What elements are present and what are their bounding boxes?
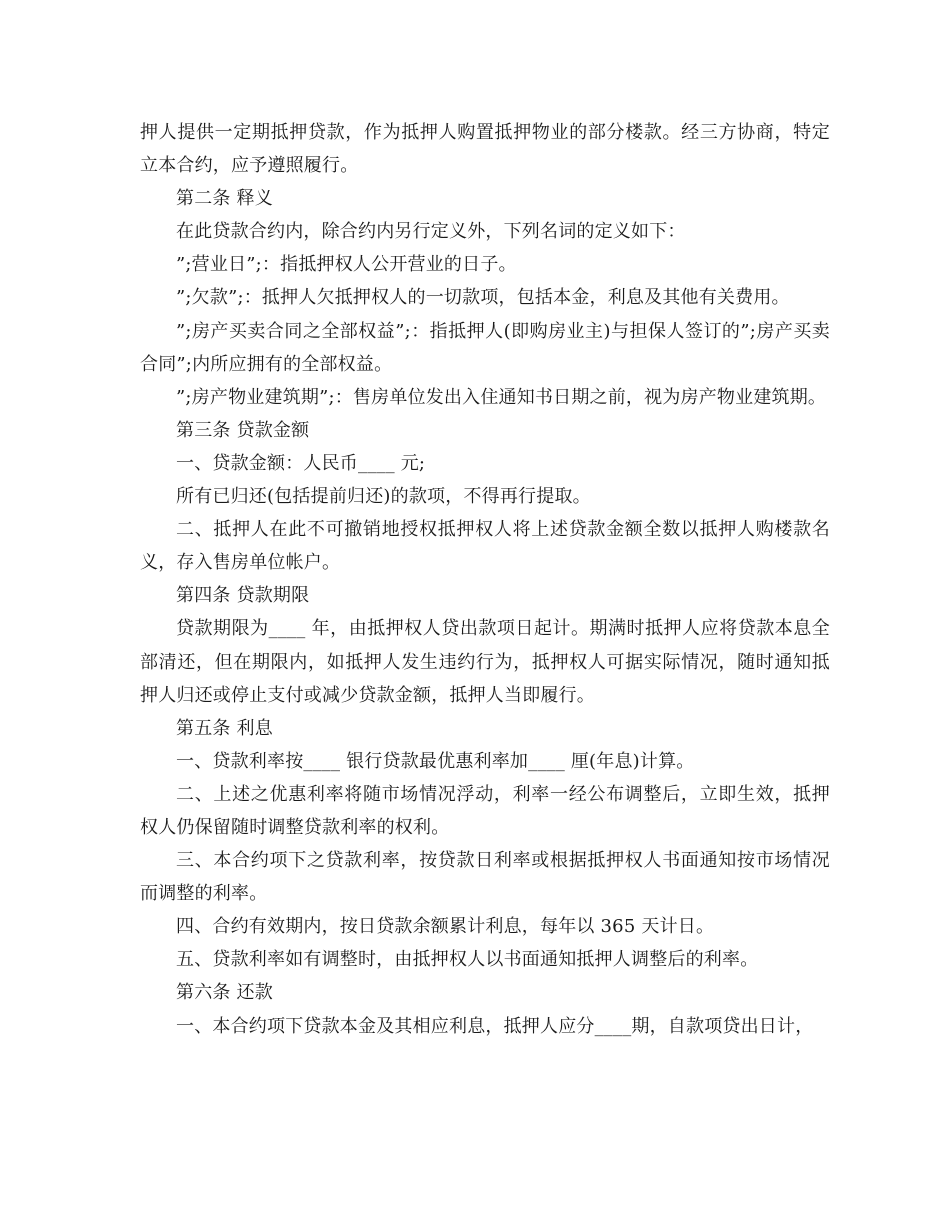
paragraph: 所有已归还(包括提前归还)的款项，不得再行提取。 bbox=[176, 486, 591, 508]
paragraph: 一、贷款金额：人民币____ 元; bbox=[176, 452, 426, 474]
paragraph: 二、上述之优惠利率将随市场情况浮动，利率一经公布调整后，立即生效，抵押权人仍保留随时调整贷款利率的权利。 bbox=[140, 783, 830, 838]
paragraph: 贷款期限为____ 年，由抵押权人贷出款项日起计。期满时抵押人应将贷款本息全部清还，但在期限内，如抵押人发生违约行为，抵押权人可据实际情况，随时通知抵押人归还或停止支付或减少贷款金额，抵押人当即履行。 bbox=[140, 618, 830, 706]
paragraph: 五、贷款利率如有调整时，由抵押权人以书面通知抵押人调整后的利率。 bbox=[176, 949, 759, 971]
article-4-heading: 第四条 贷款期限 bbox=[176, 585, 310, 607]
paragraph: 三、本合约项下之贷款利率，按贷款日利率或根据抵押权人书面通知按市场情况而调整的利率。 bbox=[140, 850, 830, 905]
definition-debt: ”;欠款”;：抵押人欠抵押权人的一切款项，包括本金，利息及其他有关费用。 bbox=[176, 287, 790, 309]
paragraph: 四、合约有效期内，按日贷款余额累计利息，每年以 365 天计日。 bbox=[176, 916, 715, 938]
definition-sale-contract-rights: ”;房产买卖合同之全部权益”;：指抵押人(即购房业主)与担保人签订的”;房产买卖合同”;内所应拥有的全部权益。 bbox=[140, 320, 830, 375]
paragraph-continuation: 押人提供一定期抵押贷款，作为抵押人购置抵押物业的部分楼款。经三方协商，特定立本合约，应予遵照履行。 bbox=[140, 122, 830, 177]
definition-business-day: ”;营业日”;：指抵押权人公开营业的日子。 bbox=[176, 254, 517, 276]
definition-construction-period: ”;房产物业建筑期”;：售房单位发出入住通知书日期之前，视为房产物业建筑期。 bbox=[176, 386, 827, 408]
paragraph: 一、贷款利率按____ 银行贷款最优惠利率加____ 厘(年息)计算。 bbox=[176, 750, 695, 772]
contract-body bbox=[140, 116, 830, 1043]
article-6-heading: 第六条 还款 bbox=[176, 982, 273, 1004]
paragraph: 二、抵押人在此不可撤销地授权抵押权人将上述贷款金额全数以抵押人购楼款名义，存入售房单位帐户。 bbox=[140, 519, 830, 574]
article-5-heading: 第五条 利息 bbox=[176, 717, 273, 739]
paragraph: 一、本合约项下贷款本金及其相应利息，抵押人应分____期，自款项贷出日计， bbox=[176, 1015, 814, 1037]
paragraph: 在此贷款合约内，除合约内另行定义外，下列名词的定义如下： bbox=[176, 221, 686, 243]
article-2-heading: 第二条 释义 bbox=[176, 188, 273, 210]
article-3-heading: 第三条 贷款金额 bbox=[176, 419, 310, 441]
